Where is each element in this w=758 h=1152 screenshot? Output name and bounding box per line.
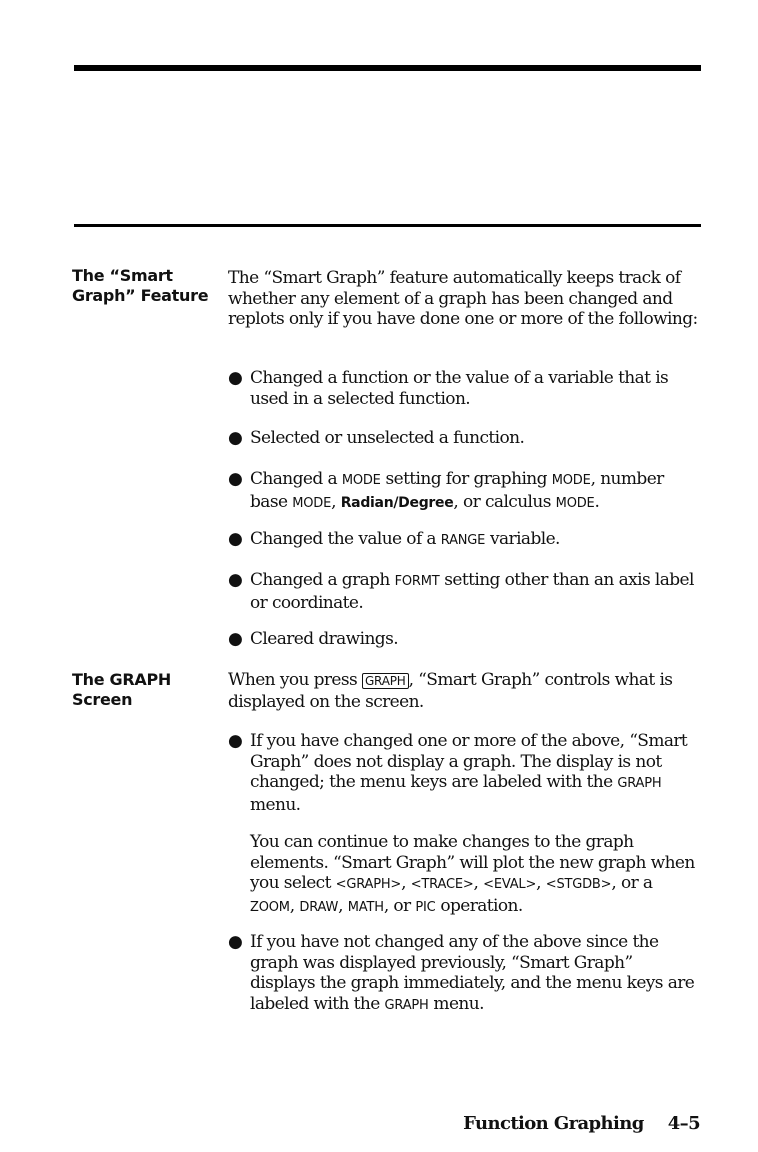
section-rule [74,224,701,227]
mode-term: MODE [341,473,381,488]
menu-term: <GRAPH> [335,877,402,892]
bullet-icon: ● [228,469,243,489]
page-footer [440,1113,700,1134]
menu-term: PIC [415,899,436,915]
range-term: RANGE [440,533,486,548]
mode-term: MODE [551,473,591,488]
mode-term: MODE [292,495,332,511]
section-heading-smart-graph: The “Smart Graph” Feature [72,266,209,305]
graph-key: GRAPH [362,673,409,689]
menu-term: ZOOM [250,899,290,915]
bullet-icon: ● [228,428,243,448]
section-heading-graph-screen: The GRAPH Screen [72,670,171,709]
graph-screen-intro: When you press GRAPH , “Smart Graph” controls what is displayed on the screen. [228,670,673,712]
graph-term: GRAPH [384,997,429,1013]
graph-term: GRAPH [617,776,662,791]
mode-term: MODE [555,495,595,511]
bullet-icon: ● [228,731,243,751]
menu-term: <STGDB> [545,877,612,892]
page-number: 4–5 [667,1113,700,1134]
bullet-icon: ● [228,368,243,388]
radian-degree-term: Radian/Degree [340,494,454,511]
sub-paragraph: You can continue to make changes to the graph elements. “Smart Graph” will plot the new graph when you select <GRAPH>, <TRACE>, <EVAL>, <STGDB>, or a ZOOM, DRAW, MATH, or PIC operation. [250,832,695,916]
formt-term: FORMT [394,574,440,589]
menu-term: DRAW [299,899,339,915]
bullet-icon: ● [228,570,243,590]
chapter-title: Function Graphing [463,1113,644,1134]
top-rule [74,65,701,71]
bullet-icon: ● [228,629,243,649]
menu-term: MATH [347,899,384,915]
smart-graph-intro: The “Smart Graph” feature automatically keeps track of whether any element of a graph has been changed and replots only if you have done one or more of the following: [228,268,698,329]
bullet-icon: ● [228,932,243,952]
bullet-icon: ● [228,529,243,549]
menu-term: <EVAL> [483,877,537,892]
menu-term: <TRACE> [410,877,474,892]
